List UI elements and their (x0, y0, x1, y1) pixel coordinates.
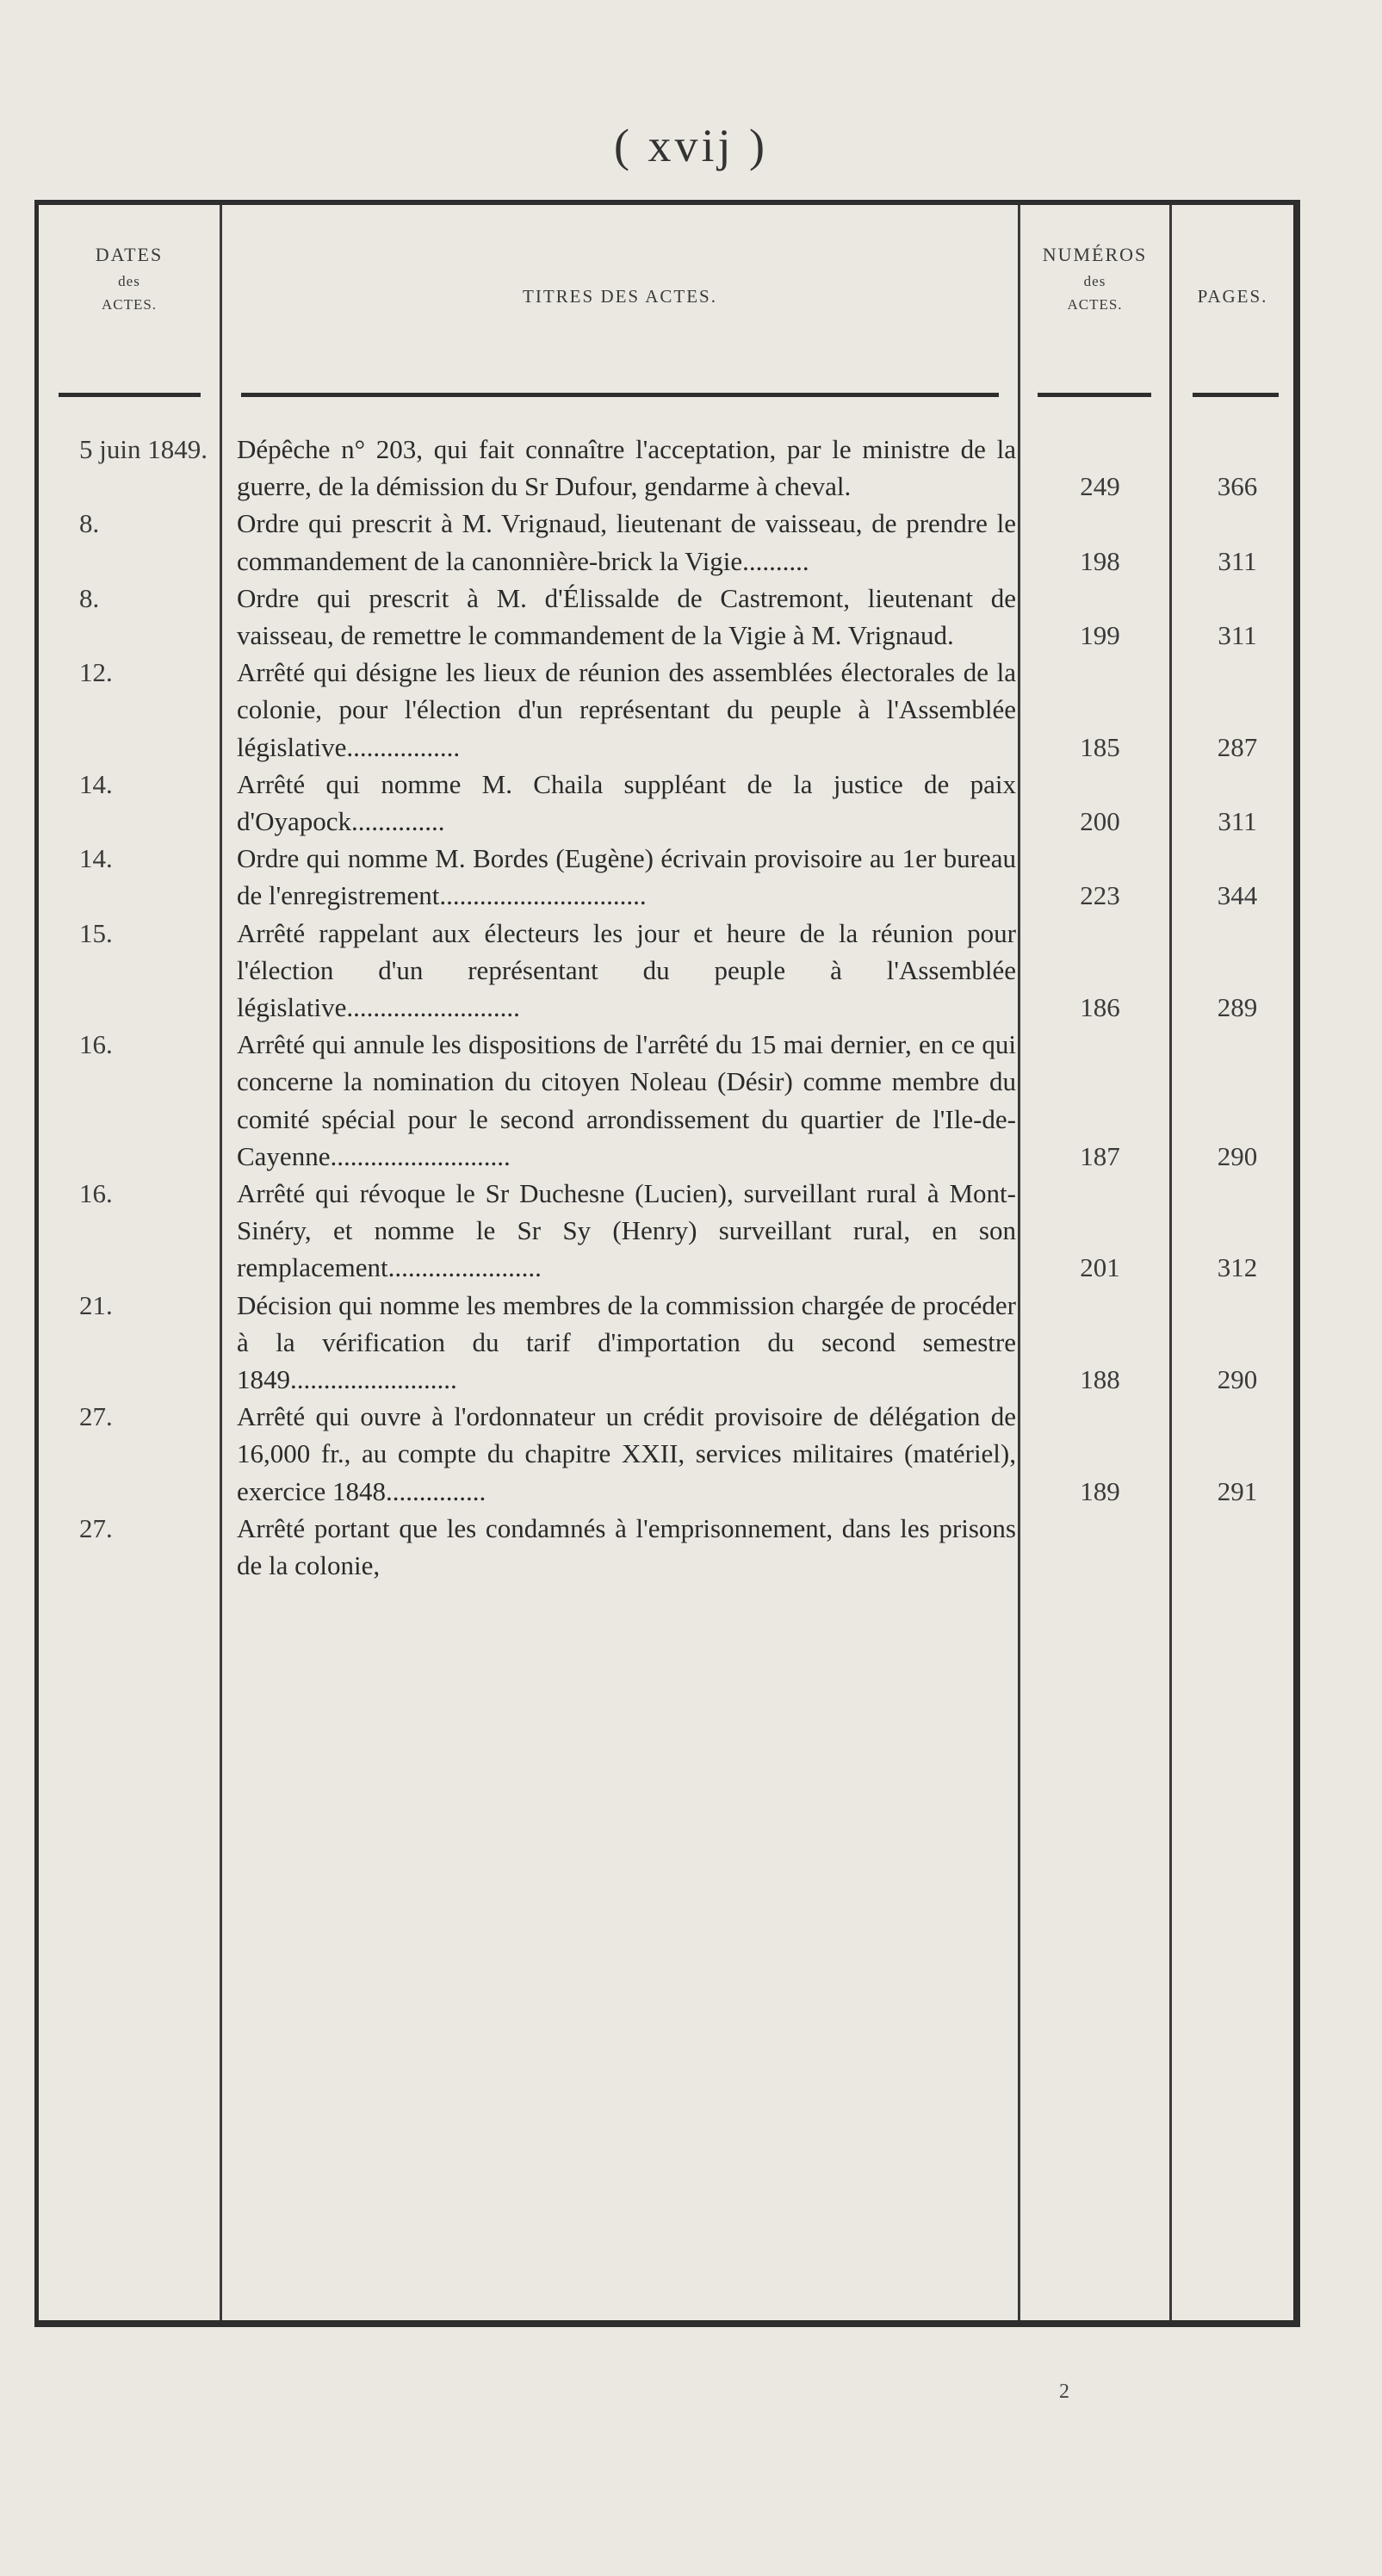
entry-number: 186 (1080, 992, 1120, 1023)
header-titles: TITRES DES ACTES. (523, 286, 717, 307)
entry-date: 14. (79, 843, 113, 874)
entry-title: Arrêté rappelant aux électeurs les jour et heure de la réunion pour l'élection d'un représentant du peuple à l'Assemblée législative.......................... (237, 917, 1016, 1023)
list-item (34, 1398, 1300, 1510)
entry-title: Arrêté qui annule les dispositions de l'arrêté du 15 mai dernier, en ce qui concerne la nomination du citoyen Noleau (Désir) comme membre du comité spécial pour le second arrondissement du quartier de l'Ile-de-Cayenne........................... (237, 1029, 1016, 1171)
list-item (34, 580, 1300, 654)
list-item (34, 1510, 1300, 1584)
entry-date: 8. (79, 508, 100, 539)
bottom-rule (34, 2320, 1300, 2327)
entry-title: Ordre qui prescrit à M. d'Élissalde de Castremont, lieutenant de vaisseau, de remettre le commandement de la Vigie à M. Vrignaud. (237, 582, 1016, 651)
entry-date: 21. (79, 1289, 113, 1320)
list-item (34, 1175, 1300, 1287)
entry-number: 187 (1080, 1140, 1120, 1171)
entry-date: 27. (79, 1512, 113, 1543)
header-pages: PAGES. (1197, 286, 1268, 307)
header-underline-pages (1193, 393, 1279, 397)
entry-title: Arrêté qui ouvre à l'ordonnateur un crédit provisoire de délégation de 16,000 fr., au compte du chapitre XXII, services militaires (matériel), exercice 1848............... (237, 1401, 1016, 1506)
entry-date: 27. (79, 1401, 113, 1432)
entry-date: 5 juin 1849. (79, 434, 208, 464)
header-numbers: NUMÉROS des ACTES. (1042, 244, 1148, 313)
entry-date: 14. (79, 768, 113, 799)
entries-list (34, 431, 1300, 1584)
entry-title: Arrêté qui désigne les lieux de réunion des assemblées électorales de la colonie, pour l'élection d'un représentant du peuple à l'Assemblée législative................. (237, 657, 1016, 762)
list-item (34, 915, 1300, 1027)
entry-number: 200 (1080, 806, 1120, 837)
header-dates: DATES des ACTES. (95, 244, 164, 313)
entry-date: 12. (79, 657, 113, 688)
entry-page: 290 (1217, 1140, 1258, 1171)
header-underline-titles (241, 393, 999, 397)
entry-date: 16. (79, 1029, 113, 1060)
entry-page: 311 (1218, 620, 1257, 651)
list-item (34, 1287, 1300, 1399)
entry-title: Ordre qui prescrit à M. Vrignaud, lieutenant de vaisseau, de prendre le commandement de la canonnière-brick la Vigie.......... (237, 508, 1016, 576)
entry-number: 198 (1080, 545, 1120, 576)
signature-mark: 2 (1059, 2380, 1069, 2403)
entry-title: Arrêté qui nomme M. Chaila suppléant de la justice de paix d'Oyapock.............. (237, 768, 1016, 837)
entry-title: Dépêche n° 203, qui fait connaître l'acceptation, par le ministre de la guerre, de la démission du Sr Dufour, gendarme à cheval. (237, 434, 1016, 502)
top-rule (34, 200, 1300, 205)
list-item (34, 1026, 1300, 1175)
entry-date: 16. (79, 1178, 113, 1209)
entry-number: 201 (1080, 1252, 1120, 1283)
entry-page: 311 (1218, 545, 1257, 576)
list-item (34, 431, 1300, 505)
entry-title: Décision qui nomme les membres de la commission chargée de procéder à la vérification du tarif d'importation du second semestre 1849......................... (237, 1289, 1016, 1395)
list-item (34, 505, 1300, 579)
entry-number: 188 (1080, 1364, 1120, 1395)
entry-date: 15. (79, 917, 113, 948)
entry-page: 366 (1217, 471, 1258, 502)
entry-page: 291 (1217, 1475, 1258, 1506)
entry-title: Arrêté qui révoque le Sr Duchesne (Lucien), surveillant rural à Mont-Sinéry, et nomme le Sr Sy (Henry) surveillant rural, en son remplacement....................... (237, 1178, 1016, 1283)
entry-page: 311 (1218, 806, 1257, 837)
list-item (34, 766, 1300, 840)
header-underline-dates (59, 393, 201, 397)
entry-number: 199 (1080, 620, 1120, 651)
list-item (34, 840, 1300, 914)
entry-page: 344 (1217, 880, 1258, 911)
entry-number: 249 (1080, 471, 1120, 502)
index-table (34, 200, 1300, 2327)
entry-page: 287 (1217, 731, 1258, 762)
entry-number: 223 (1080, 880, 1120, 911)
header-underline-numbers (1038, 393, 1151, 397)
entry-date: 8. (79, 582, 100, 613)
entry-page: 289 (1217, 992, 1258, 1023)
list-item (34, 654, 1300, 766)
entry-page: 290 (1217, 1364, 1258, 1395)
entry-number: 189 (1080, 1475, 1120, 1506)
entry-page: 312 (1217, 1252, 1258, 1283)
entry-number: 185 (1080, 731, 1120, 762)
entry-title: Ordre qui nomme M. Bordes (Eugène) écrivain provisoire au 1er bureau de l'enregistrement............................... (237, 843, 1016, 911)
page-folio: ( xvij ) (614, 120, 768, 171)
entry-title: Arrêté portant que les condamnés à l'emprisonnement, dans les prisons de la colonie, (237, 1512, 1016, 1581)
